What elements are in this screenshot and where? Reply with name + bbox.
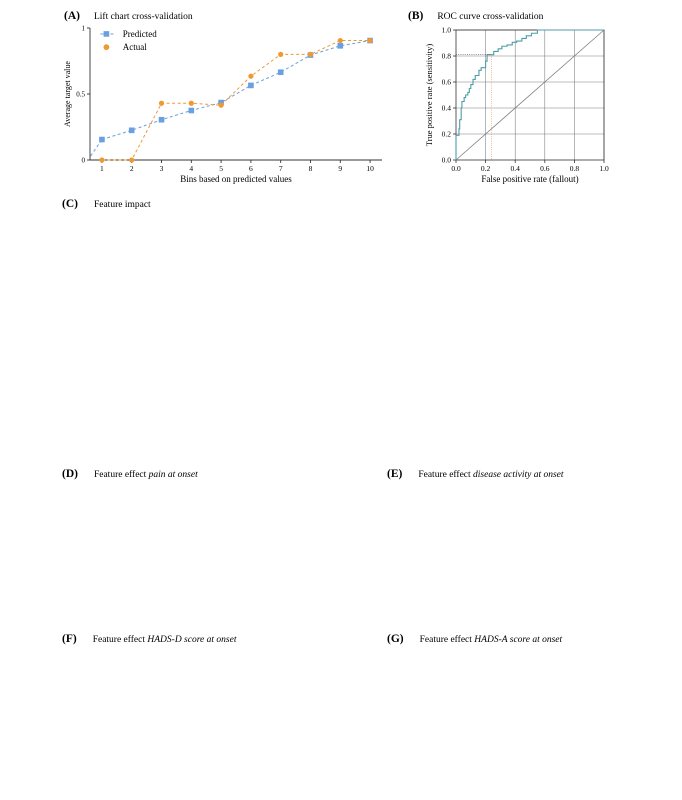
y-tick-label: 1 [81,24,85,33]
panel-a-title: Lift chart cross-validation [93,12,193,22]
series-line-actual [102,41,370,160]
panel-g-title-prefix: Feature effect [419,635,475,645]
x-tick-label: 7 [278,164,283,173]
data-point [278,69,284,75]
x-tick-label: 5 [219,164,223,173]
panel-b-label: (B) [408,10,424,22]
panel-e-label: (E) [387,468,403,480]
x-tick-label: 0.4 [510,164,520,173]
panel-c-label: (C) [62,198,78,210]
panel-d-label: (D) [62,468,78,480]
chance-diagonal [456,30,604,160]
panel-e [355,462,675,627]
panel-a-label: (A) [64,10,80,22]
panel-f-title-prefix: Feature effect [92,635,148,645]
panel-e-title-prefix: Feature effect [418,470,474,480]
x-tick-label: 3 [159,164,164,173]
y-tick-label: 0.2 [441,129,451,139]
legend-label-predicted: Predicted [122,28,157,39]
y-tick-label: 0.8 [441,51,451,61]
data-point [99,137,105,143]
y-axis-label: Average target value [63,61,72,127]
data-point [248,74,253,79]
panel-a-legend [100,29,157,52]
x-tick-label: 0.0 [451,164,461,173]
panel-c-plot [0,208,682,458]
x-tick-label: 9 [338,164,343,173]
data-point [308,52,313,57]
panel-g-title-italic: HADS-A score at onset [474,635,563,645]
panel-f-title-italic: HADS-D score at onset [147,635,237,645]
legend-label-actual: Actual [122,42,147,53]
panel-f-label: (F) [62,633,77,645]
data-point [248,83,254,89]
panel-g [355,627,675,797]
panel-d-plot [40,477,350,627]
panel-f [40,627,350,797]
data-point [337,43,343,49]
y-tick-label: 0.4 [441,103,451,113]
data-point [99,157,104,162]
panel-a [60,4,390,194]
x-tick-label: 0.8 [569,164,580,173]
panel-d [40,462,350,627]
x-tick-label: 1 [100,164,104,173]
data-point [219,103,224,108]
x-tick-label: 10 [366,164,374,173]
y-tick-label: 0.6 [441,77,451,87]
panel-c-title: Feature impact [93,200,151,210]
x-axis-label: False positive rate (fallout) [481,174,579,184]
panel-b [404,4,679,194]
panel-d-title-italic: pain at onset [148,470,198,480]
y-tick-label: 0 [81,156,85,165]
panel-g-plot [355,642,675,792]
x-tick-label: 1.0 [599,164,609,173]
data-point [103,44,109,50]
y-tick-label: 0.0 [441,155,451,165]
data-point [129,128,135,134]
data-point [129,157,134,162]
data-point [159,117,165,123]
x-tick-label: 6 [249,164,253,173]
panel-e-title-italic: disease activity at onset [473,470,564,480]
series-lead-predicted [91,140,102,156]
x-tick-label: 0.6 [540,164,550,173]
data-point [189,108,195,114]
data-point [367,38,372,43]
panel-e-plot [355,477,675,627]
y-axis-label: True positive rate (sensitivity) [424,43,434,147]
y-tick-label: 1.0 [441,25,451,35]
y-tick-label: 0.5 [76,90,85,99]
x-tick-label: 8 [308,164,313,173]
x-tick-label: 4 [189,164,194,173]
panel-a-plot [60,20,390,195]
x-axis-label: Bins based on predicted values [180,174,292,184]
data-point [159,101,164,106]
data-point [278,52,283,57]
data-point [338,38,343,43]
series-line-predicted [102,41,370,140]
panel-f-plot [40,642,350,792]
x-tick-label: 0.2 [480,164,491,173]
data-point [189,101,194,106]
panel-d-title-prefix: Feature effect [93,470,149,480]
panel-b-title: ROC curve cross-validation [437,12,544,22]
panel-c [0,192,682,460]
x-tick-label: 2 [129,164,134,173]
panel-g-label: (G) [387,633,404,645]
panel-b-plot [404,20,679,195]
